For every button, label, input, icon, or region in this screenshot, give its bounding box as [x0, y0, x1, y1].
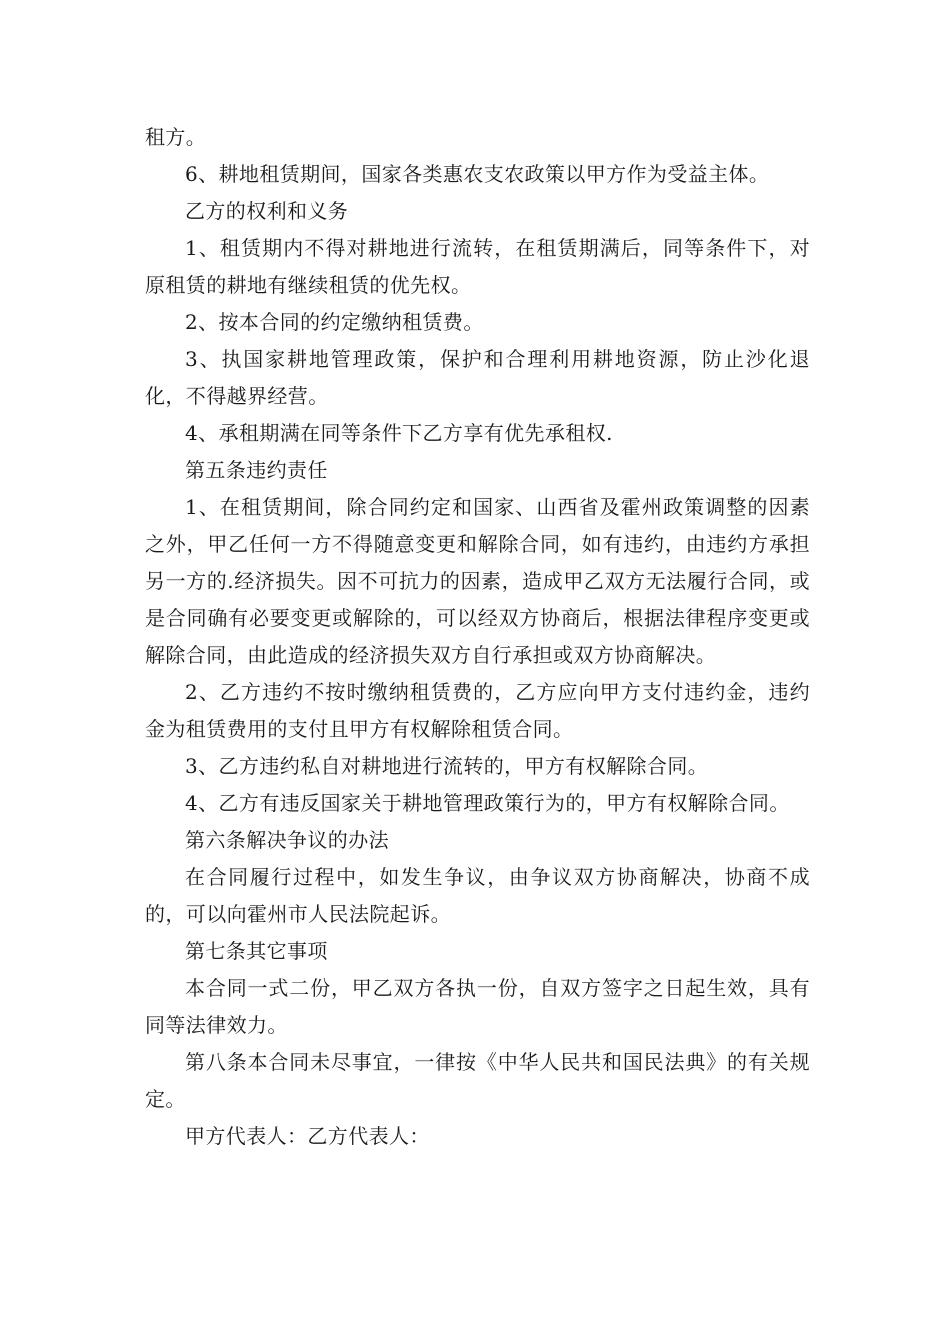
paragraph-copies: 本合同一式二份，甲乙双方各执一份，自双方签字之日起生效，具有同等法律效力。: [145, 976, 810, 1037]
paragraph-breach-item-1: 1、在租赁期间，除合同约定和国家、山西省及霍州政策调整的因素之外，甲乙任何一方不得随意变更和解除合同，如有违约，由违约方承担另一方的.经济损失。因不可抗力的因素，造成甲乙双方无法履行合同，或是合同确有必要变更或解除的，可以经双方协商后，根据法律程序变更或解除合同，由此造成的经济损失双方自行承担或双方协商解决。: [145, 495, 810, 667]
heading-article-7: 第七条其它事项: [185, 939, 328, 963]
paragraph-lessor-item-6: 6、耕地租赁期间，国家各类惠农支农政策以甲方作为受益主体。: [185, 162, 770, 186]
paragraph-lessee-item-2: 2、按本合同的约定缴纳租赁费。: [185, 310, 484, 334]
paragraph-lessee-item-1: 1、租赁期内不得对耕地进行流转，在租赁期满后，同等条件下，对原租赁的耕地有继续租赁的优先权。: [145, 236, 810, 297]
contract-body: [145, 119, 810, 1155]
heading-article-5: 第五条违约责任: [185, 458, 328, 482]
paragraph-breach-item-3: 3、乙方违约私自对耕地进行流转的，甲方有权解除合同。: [185, 754, 709, 778]
paragraph-lessee-item-4: 4、承租期满在同等条件下乙方享有优先承租权.: [185, 421, 613, 445]
paragraph-breach-item-4: 4、乙方有违反国家关于耕地管理政策行为的，甲方有权解除合同。: [185, 791, 790, 815]
heading-lessee-rights: 乙方的权利和义务: [185, 199, 349, 223]
paragraph-lessee-item-3: 3、执国家耕地管理政策，保护和合理利用耕地资源，防止沙化退化，不得越界经营。: [145, 347, 810, 408]
paragraph-breach-item-2: 2、乙方违约不按时缴纳租赁费的，乙方应向甲方支付违约金，违约金为租赁费用的支付且甲方有权解除租赁合同。: [145, 680, 810, 741]
heading-article-6: 第六条解决争议的办法: [185, 828, 389, 852]
paragraph-dispute: 在合同履行过程中，如发生争议，由争议双方协商解决，协商不成的，可以向霍州市人民法院起诉。: [145, 865, 810, 926]
paragraph-article-8: 第八条本合同未尽事宜，一律按《中华人民共和国民法典》的有关规定。: [145, 1050, 810, 1111]
signature-line: 甲方代表人：乙方代表人：: [185, 1124, 430, 1148]
paragraph-continuation: 租方。: [145, 125, 207, 149]
